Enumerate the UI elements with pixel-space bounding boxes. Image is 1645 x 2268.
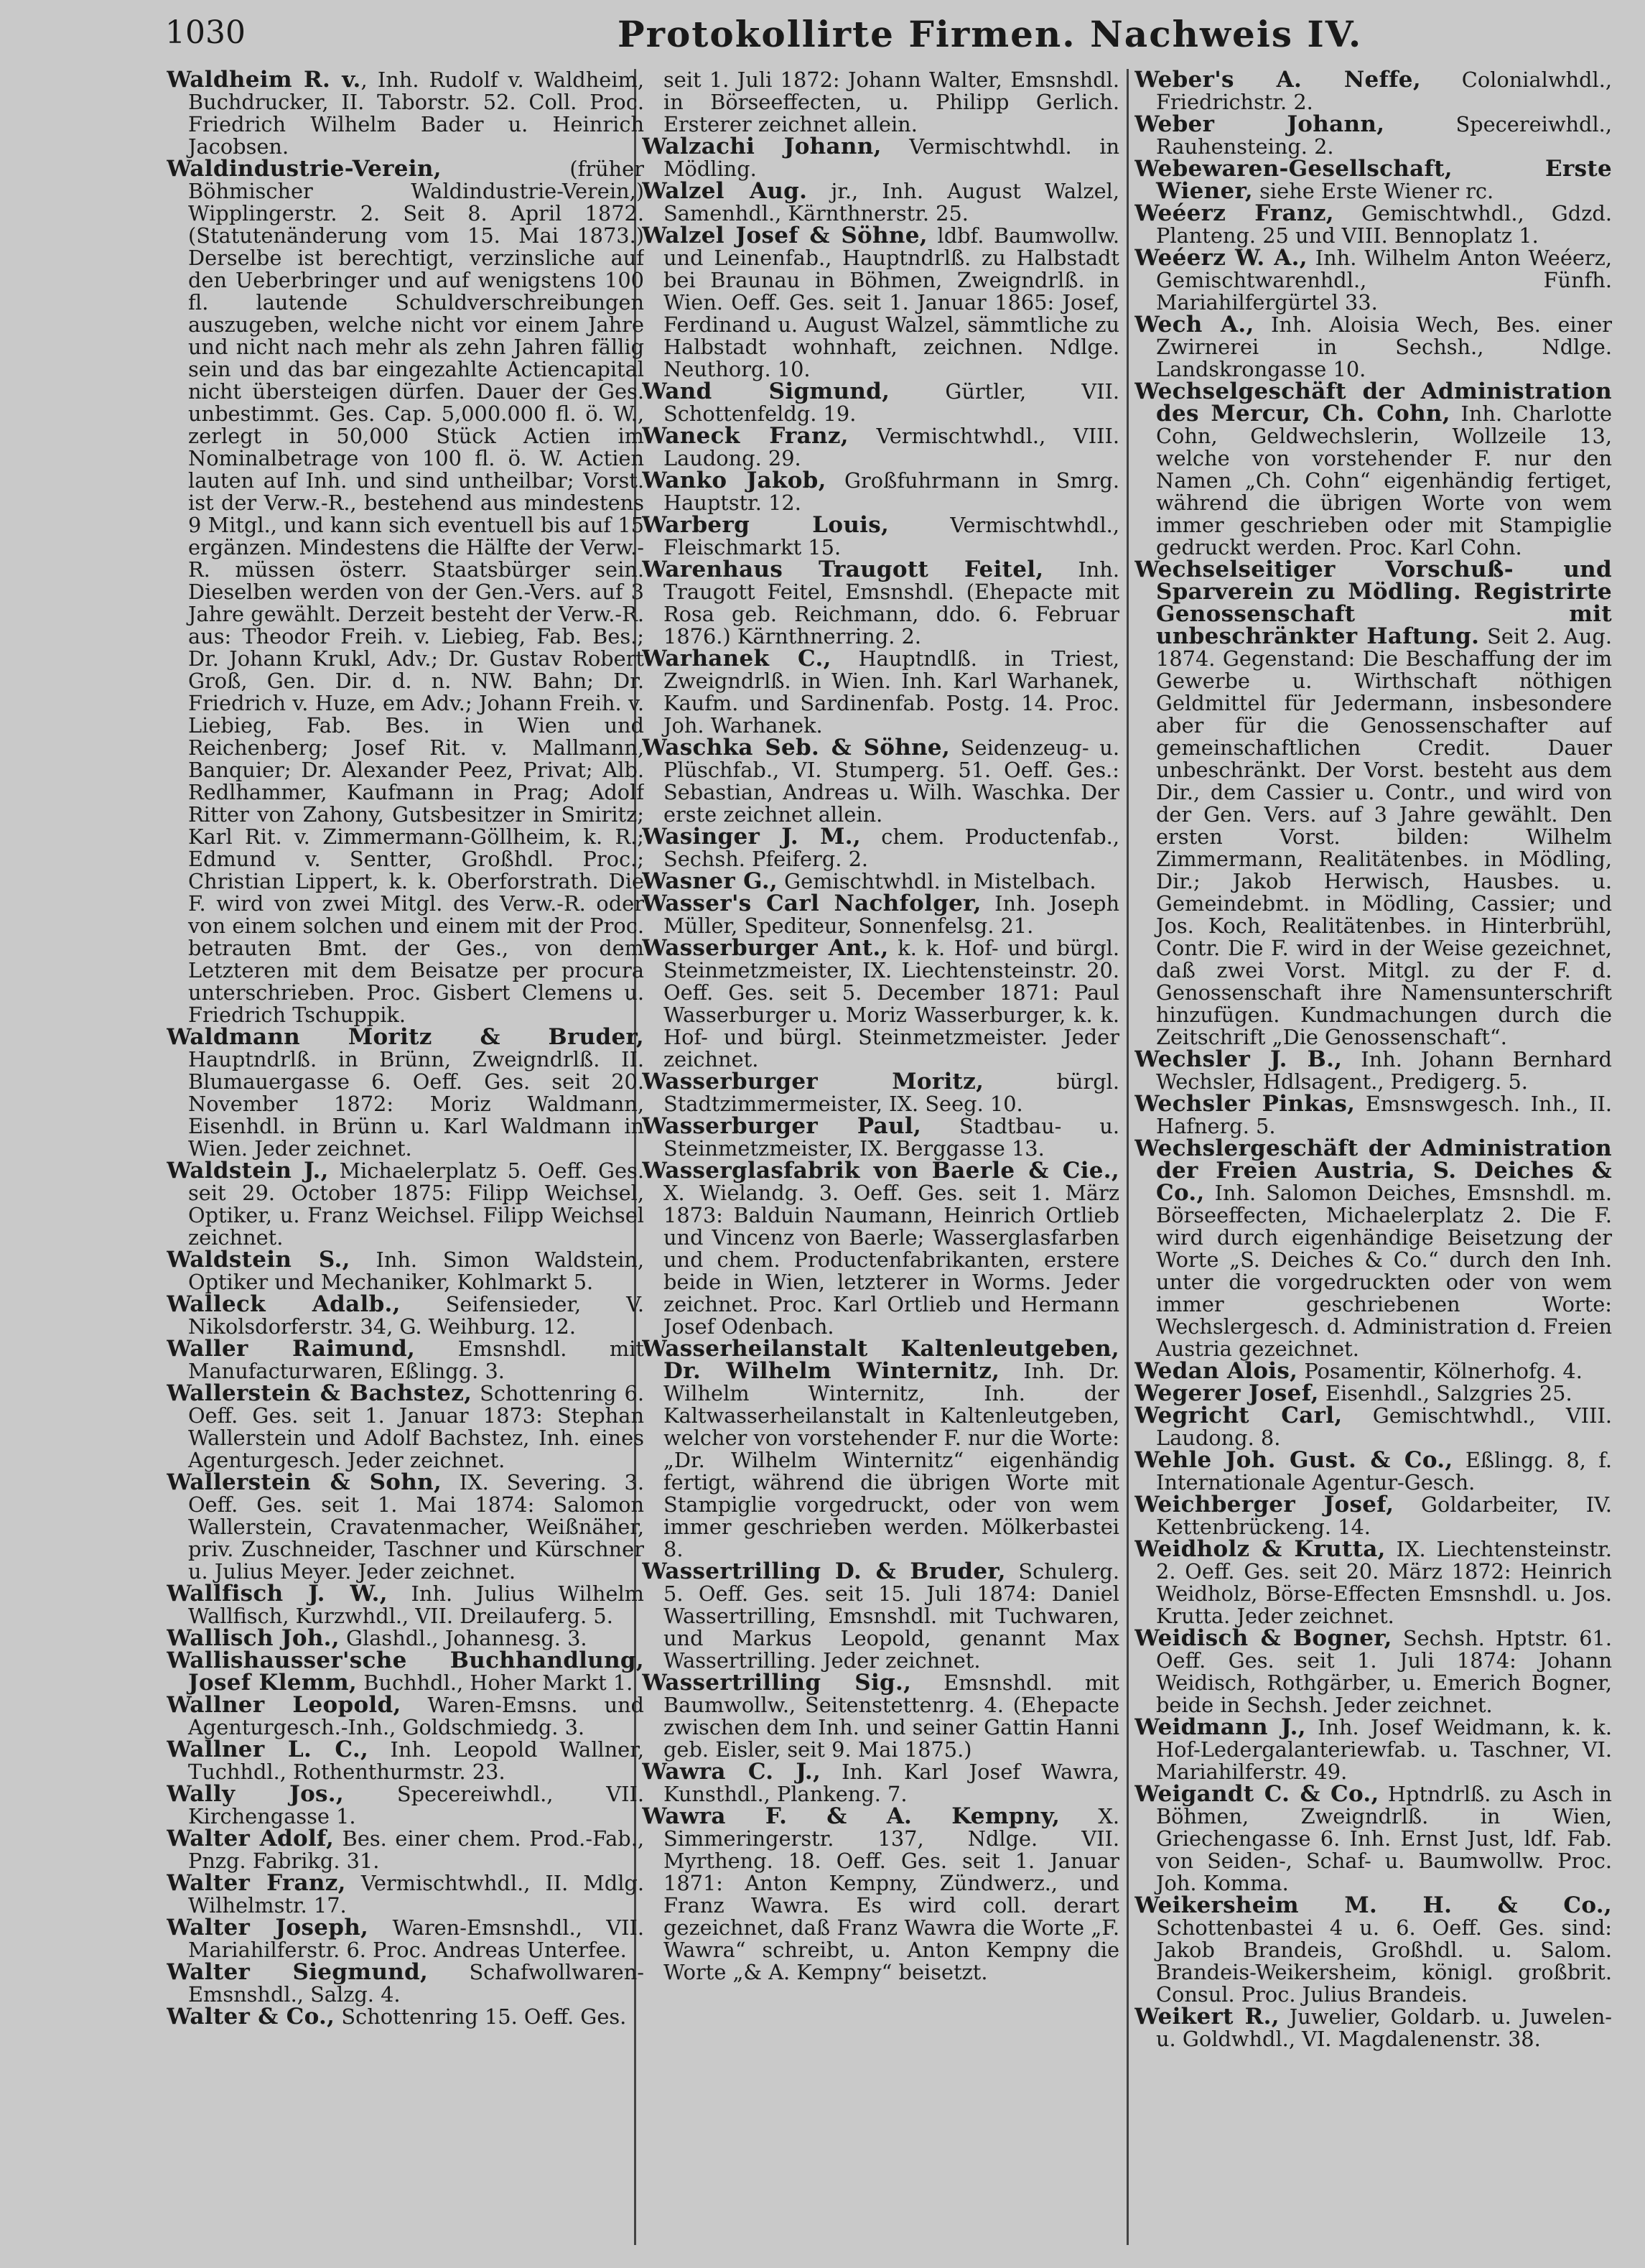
firm-entry <box>167 1872 644 1917</box>
firm-name: Waneck Franz, <box>642 423 849 449</box>
firm-name: Walzel Josef & Söhne, <box>642 223 928 248</box>
firm-entry <box>167 158 644 1026</box>
firm-entry <box>1134 1405 1612 1449</box>
firm-details: Inh. Simon Waldstein, Optiker und Mechaniker, Kohlmarkt 5. <box>188 1247 644 1294</box>
firm-details: Inh. Johann Bernhard Wechsler, Hdlsagent., Predigerg. 5. <box>1156 1047 1612 1094</box>
firm-name: Wedan Alois, <box>1134 1358 1298 1384</box>
firm-name: Wechslergeschäft der Administration der Freien Austria, S. Deiches & Co., <box>1134 1135 1612 1206</box>
firm-details: Vermischtwhdl., VIII. Laudong. 29. <box>663 424 1119 470</box>
firm-name: Wechsler Pinkas, <box>1134 1091 1356 1117</box>
firm-details: (früher Böhmischer Waldindustrie-Verein,) Wipplingerstr. 2. Seit 8. April 1872. (Statutenänderung vom 15. Mai 1873.) Derselbe ist berechtigt, verzinsliche auf den Ueberbringer und auf wenigstens 100 fl. lautende Schuldverschreibungen auszugeben, welche nicht vor einem Jahre und nicht nach mehr als zehn Jahren fällig sein und das bar eingezahlte Actiencapital nicht übersteigen dürfen. Dauer der Ges. unbestimmt. Ges. Cap. 5,000.000 fl. ö. W., zerlegt in 50,000 Stück Actien im Nominalbetrage von 100 fl. ö. W. Actien lauten auf Inh. und sind untheilbar; Vorst. ist der Verw.-R., bestehend aus mindestens 9 Mitgl., und kann sich eventuell bis auf 15 ergänzen. Mindestens die Hälfte der Verw.-R. müssen österr. Staatsbürger sein. Dieselben werden von der Gen.-Vers. auf 3 Jahre gewählt. Derzeit besteht der Verw.-R. aus: Theodor Freih. v. Liebieg, Fab. Bes.; Dr. Johann Krukl, Adv.; Dr. Gustav Robert Groß, Gen. Dir. d. n. NW. Bahn; Dr. Friedrich v. Huze, em Adv.; Johann Freih. v. Liebieg, Fab. Bes. in Wien und Reichenberg; Josef Rit. v. Mallmann, Banquier; Dr. Alexander Peez, Privat; Alb. Redlhammer, Kaufmann in Prag; Adolf Ritter von Zahony, Gutsbesitzer in Smiritz; Karl Rit. v. Zimmermann-Göllheim, k. R.; Edmund v. Sentter, Großhdl. Proc.; Christian Lippert, k. k. Oberforstrath. Die F. wird von zwei Mitgl. des Verw.-R. oder von einem solchen und einem mit der Proc. betrauten Bmt. der Ges., von dem Letzteren mit dem Beisatze per procura unterschrieben. Proc. Gisbert Clemens u. Friedrich Tschuppik. <box>188 157 644 1027</box>
firm-name: Weichberger Josef, <box>1134 1492 1394 1518</box>
firm-entry <box>642 826 1119 870</box>
firm-details: , Inh. Rudolf v. Waldheim, Buchdrucker, II. Taborstr. 52. Coll. Proc. Friedrich Wilhelm Bader u. Heinrich Jacobsen. <box>188 69 644 159</box>
firm-name: Waldheim R. v. <box>167 69 361 93</box>
firm-entry <box>167 1783 644 1828</box>
firm-entry <box>167 1739 644 1783</box>
firm-name: Walter & Co., <box>167 2004 335 2030</box>
firm-details: Vermischtwhdl., II. Mdlg. Wilhelmstr. 17. <box>188 1871 644 1918</box>
firm-details: Hptndrlß. zu Asch in Böhmen, Zweigndrlß. in Wien, Griechengasse 6. Inh. Ernst Just, ldf. Fab. von Seiden-, Schaf- u. Baumwollw. Proc. Joh. Komma. <box>1156 1782 1612 1895</box>
column-1 <box>167 69 644 2252</box>
firm-entry <box>167 1160 644 1249</box>
firm-name: Wechselgeschäft der Administration des Mercur, Ch. Cohn, <box>1134 378 1612 427</box>
firm-entry <box>167 1917 644 1961</box>
firm-details: ldbf. Baumwollw. und Leinenfab., Hauptndrlß. zu Halbstadt bei Braunau in Böhmen, Zweigndrlß. in Wien. Oeff. Ges. seit 1. Januar 1865: Josef, Ferdinand u. August Walzel, sämmtliche zu Halbstadt wohnhaft, zeichnen. Ndlge. Neuthorg. 10. <box>663 223 1119 381</box>
firm-name: Wasserburger Moritz, <box>642 1069 984 1095</box>
firm-details: Inh. Joseph Müller, Spediteur, Sonnenfelsg. 21. <box>663 891 1119 938</box>
firm-name: Wallishausser'sche Buchhandlung, Josef Klemm, <box>167 1647 644 1696</box>
firm-entry <box>642 737 1119 826</box>
firm-name: Weikersheim M. H. & Co., <box>1134 1892 1612 1918</box>
firm-entry <box>167 1026 644 1160</box>
firm-name: Wallner Leopold, <box>167 1692 401 1718</box>
firm-name: Wasserburger Ant., <box>642 935 889 961</box>
firm-entry <box>642 136 1119 180</box>
firm-entry <box>167 69 644 158</box>
firm-details: Inh. Traugott Feitel, Emsnshdl. (Ehepacte mit Rosa geb. Reichmann, ddo. 6. Februar 1876.) Kärnthnerring. 2. <box>663 557 1119 649</box>
firm-entry <box>642 893 1119 937</box>
firm-details: Emsnshdl. mit Baumwollw., Seitenstettenrg. 4. (Ehepacte zwischen dem Inh. und seiner Gattin Hanni geb. Eisler, seit 9. Mai 1875.) <box>663 1670 1119 1762</box>
firm-details: Inh. Charlotte Cohn, Geldwechslerin, Wollzeile 13, welche von vorstehender F. nur den Namen „Ch. Cohn“ eigenhändig fertiget, während die übrigen Worte von wem immer geschrieben oder mit Stampiglie gedruckt werden. Proc. Karl Cohn. <box>1156 401 1612 559</box>
page-header <box>129 9 1537 59</box>
firm-details: Hauptndlß. in Triest, Zweigndrlß. in Wien. Inh. Karl Warhanek, Kaufm. und Sardinenfab. Postg. 14. Proc. Joh. Warhanek. <box>663 646 1119 738</box>
firm-entry <box>1134 1538 1612 1627</box>
firm-entry <box>1134 1716 1612 1783</box>
firm-details: X. Wielandg. 3. Oeff. Ges. seit 1. März 1873: Balduin Naumann, Heinrich Ortlieb und Vincenz von Baerle; Wasserglasfarben und chem. Productenfabrikanten, erstere beide in Wien, letzterer in Worms. Jeder zeichnet. Proc. Karl Ortlieb und Hermann Josef Odenbach. <box>663 1181 1119 1339</box>
firm-entry <box>1134 1093 1612 1138</box>
firm-entry <box>167 1583 644 1627</box>
firm-name: Warhanek C., <box>642 646 831 671</box>
page-number: 1030 <box>165 14 246 51</box>
firm-entry <box>642 378 1119 426</box>
firm-name: Wasserglasfabrik von Baerle & Cie., <box>642 1158 1119 1184</box>
firm-entry <box>167 1694 644 1739</box>
firm-entry <box>1134 1382 1612 1405</box>
firm-entry <box>1134 200 1612 248</box>
firm-name: Walzel Aug. <box>642 178 808 204</box>
firm-entry <box>642 937 1119 1071</box>
firm-details: Schottenring 6. Oeff. Ges. seit 1. Januar 1873: Stephan Wallerstein und Adolf Bachstez, Inh. eines Agenturgesch. Jeder zeichnet. <box>188 1381 644 1472</box>
firm-name: Wasser's Carl Nachfolger, <box>642 891 982 916</box>
firm-name: Wallerstein & Sohn, <box>167 1469 442 1495</box>
firm-details: Gürtler, VII. Schottenfeldg. 19. <box>663 379 1119 426</box>
firm-entry <box>1134 314 1612 381</box>
firm-entry <box>642 180 1119 225</box>
firm-details: Großfuhrmann in Smrg. Hauptstr. 12. <box>663 468 1119 515</box>
firm-name: Walter Franz, <box>167 1870 346 1896</box>
firm-details: Colonialwhdl., Friedrichstr. 2. <box>1156 69 1612 114</box>
firm-details: Inh. Josef Weidmann, k. k. Hof-Ledergalanteriewfab. u. Taschner, VI. Mariahilferstr. 49. <box>1156 1715 1612 1784</box>
firm-entry <box>642 1160 1119 1338</box>
firm-details: Inh. Leopold Wallner, Tuchhdl., Rothenthurmstr. 23. <box>188 1737 644 1784</box>
firm-details: Waren-Emsnshdl., VII. Mariahilferstr. 6. Proc. Andreas Unterfee. <box>188 1915 644 1962</box>
firm-name: Wassertrilling D. & Bruder, <box>642 1558 1006 1584</box>
firm-name: Walzachi Johann, <box>642 134 882 159</box>
firm-entry <box>167 1469 644 1584</box>
firm-entry <box>642 1071 1119 1115</box>
firm-details: siehe Erste Wiener rc. <box>1253 179 1494 203</box>
firm-name: Wassertrilling Sig., <box>642 1670 912 1696</box>
firm-entry <box>1134 247 1612 314</box>
firm-entry <box>167 1382 644 1472</box>
firm-details: Schottenring 15. Oeff. Ges. <box>335 2004 627 2029</box>
firm-details: jr., Inh. August Walzel, Samenhdl., Kärnthnerstr. 25. <box>663 179 1119 226</box>
firm-details: chem. Productenfab., Sechsh. Pfeiferg. 2. <box>663 824 1119 871</box>
firm-name: Weéerz Franz, <box>1134 200 1334 226</box>
firm-details: IX. Severing. 3. Oeff. Ges. seit 1. Mai 1874: Salomon Wallerstein, Cravatenmacher, Weißnäher, priv. Zuschneider, Taschner und Kürschner u. Julius Meyer. Jeder zeichnet. <box>188 1470 644 1584</box>
firm-details: Vermischtwhdl., Fleischmarkt 15. <box>663 513 1119 559</box>
firm-details: Emsnshdl. mit Manufacturwaren, Eßlingg. 3. <box>188 1337 644 1383</box>
firm-name: Wallerstein & Bachstez, <box>167 1380 472 1406</box>
firm-entry <box>1134 1627 1612 1716</box>
firm-details: Emsnswgesch. Inh., II. Hafnerg. 5. <box>1156 1092 1612 1138</box>
firm-name: Waldstein J., <box>167 1158 329 1184</box>
column-2 <box>642 69 1119 2252</box>
firm-details: bürgl. Stadtzimmermeister, IX. Seeg. 10. <box>663 1069 1119 1116</box>
firm-entry <box>167 1249 644 1293</box>
firm-entry <box>642 559 1119 648</box>
firm-name: Wasner G., <box>642 868 778 894</box>
firm-name: Waldmann Moritz & Bruder, <box>167 1024 644 1050</box>
firm-details: k. k. Hof- und bürgl. Steinmetzmeister, IX. Liechtensteinstr. 20. Oeff. Ges. seit 5. December 1871: Paul Wasserburger u. Moriz Wasserburger, k. k. Hof- und bürgl. Steinmetzmeister. Jeder zeichnet. <box>663 936 1119 1072</box>
firm-entry <box>1134 113 1612 158</box>
firm-entry <box>642 225 1119 381</box>
firm-name: Wallner L. C., <box>167 1737 369 1762</box>
firm-details: Inh. Aloisia Wech, Bes. einer Zwirnerei in Sechsh., Ndlge. Landskrongasse 10. <box>1156 312 1612 381</box>
firm-name: Waller Raimund, <box>167 1336 416 1362</box>
firm-details: Vermischtwhdl. in Mödling. <box>663 134 1119 181</box>
firm-entry <box>642 1115 1119 1160</box>
firm-details: Specereiwhdl., VII. Kirchengasse 1. <box>188 1782 644 1828</box>
firm-name: Weidmann J., <box>1134 1714 1306 1740</box>
firm-details: Gemischtwhdl., VIII. Laudong. 8. <box>1156 1403 1612 1450</box>
firm-name: Waldstein S., <box>167 1247 350 1273</box>
firm-name: Wasinger J. M., <box>642 824 861 850</box>
firm-entry <box>642 1558 1119 1673</box>
firm-details: Inh. Salomon Deiches, Emsnshdl. m. Börseeffecten, Michaelerplatz 2. Die F. wird durch eigenhändige Beisetzung der Worte „S. Deiches & Co.“ durch den Inh. unter die vorgedruckten oder von wem immer geschriebenen Worte: Wechslergesch. d. Administration d. Freien Austria gezeichnet. <box>1156 1181 1612 1361</box>
firm-entry <box>642 514 1119 559</box>
firm-details: Stadtbau- u. Steinmetzmeister, IX. Berggasse 13. <box>663 1114 1119 1161</box>
firm-details: Waren-Emsns. und Agenturgesch.-Inh., Goldschmiedg. 3. <box>188 1693 644 1739</box>
firm-entry <box>1134 2006 1612 2050</box>
firm-entry <box>1134 1783 1612 1895</box>
firm-details: Seit 2. Aug. 1874. Gegenstand: Die Beschaffung der im Gewerbe u. Wirthschaft nöthigen Geldmittel für Jedermann, insbesondere aber für die Genossenschafter auf gemeinschaftlichen Credit. Dauer unbeschränkt. Der Vorst. besteht aus dem Dir., dem Cassier u. Contr., und wird von der Gen. Vers. auf 3 Jahre gewählt. Den ersten Vorst. bilden: Wilhelm Zimmermann, Realitätenbes. in Mödling, Dir.; Jakob Herwisch, Hausbes. u. Gemeindebmt. in Mödling, Cassier; und Jos. Koch, Realitätenbes. in Hinterbrühl, Contr. Die F. wird in der Weise gezeichnet, daß zwei Vorst. Mitgl. zu der F. d. Genossenschaft ihre Namensunterschrift hinzufügen. Kundmachungen durch die Zeitschrift „Die Genossenschaft“. <box>1156 624 1612 1049</box>
firm-name: Wechsler J. B., <box>1134 1046 1343 1072</box>
firm-details: Eisenhdl., Salzgries 25. <box>1318 1381 1572 1405</box>
firm-name: Weber Johann, <box>1134 111 1385 137</box>
firm-entry <box>642 69 1119 136</box>
firm-name: Waschka Seb. & Söhne, <box>642 735 951 761</box>
firm-entry <box>1134 1494 1612 1538</box>
firm-entry <box>1134 1892 1612 2007</box>
firm-entry <box>1134 1046 1612 1094</box>
firm-details: Buchhdl., Hoher Markt 1. <box>357 1670 633 1695</box>
firm-name: Wechselseitiger Vorschuß- und Sparverein zu Mödling. Registrirte Genossenschaft mit unbeschränkter Haftung. <box>1134 557 1612 649</box>
firm-name: Walter Adolf, <box>167 1826 335 1851</box>
firm-details: Seifensieder, V. Nikolsdorferstr. 34, G. Weihburg. 12. <box>188 1292 644 1339</box>
firm-name: Weidholz & Krutta, <box>1134 1536 1386 1562</box>
firm-name: Waldindustrie-Verein, <box>167 156 442 182</box>
firm-entry <box>1134 1360 1612 1382</box>
firm-entry <box>1134 1135 1612 1361</box>
firm-name: Wallfisch J. W., <box>167 1581 388 1607</box>
page-title: Protokollirte Firmen. Nachweis IV. <box>618 13 1363 55</box>
firm-name: Wech A., <box>1134 312 1254 338</box>
firm-name: Walter Siegmund, <box>167 1959 429 1985</box>
firm-details: Schulerg. 5. Oeff. Ges. seit 15. Juli 1874: Daniel Wassertrilling, Emsnshdl. mit Tuchwaren, und Markus Leopold, genannt Max Wassertrilling. Jeder zeichnet. <box>663 1559 1119 1673</box>
firm-details: Schafwollwaren-Emsnshdl., Salzg. 4. <box>188 1960 644 2007</box>
firm-details: Michaelerplatz 5. Oeff. Ges. seit 29. October 1875: Filipp Weichsel, Optiker, u. Franz Weichsel. Filipp Weichsel zeichnet. <box>188 1158 644 1250</box>
firm-details: Schottenbastei 4 u. 6. Oeff. Ges. sind: Jakob Brandeis, Großhdl. u. Salom. Brandeis-Weikersheim, königl. großbrit. Consul. Proc. Julius Brandeis. <box>1156 1915 1612 2007</box>
firm-details: seit 1. Juli 1872: Johann Walter, Emsnshdl. in Börseeffecten, u. Philipp Gerlich. Ersterer zeichnet allein. <box>663 69 1119 136</box>
firm-details: Bes. einer chem. Prod.-Fab., Pnzg. Fabrikg. 31. <box>188 1826 644 1873</box>
firm-name: Walter Joseph, <box>167 1915 369 1941</box>
firm-details: Sechsh. Hptstr. 61. Oeff. Ges. seit 1. Juli 1874: Johann Weidisch, Rothgärber, u. Emerich Bogner, beide in Sechsh. Jeder zeichnet. <box>1156 1626 1612 1717</box>
firm-name: Wegricht Carl, <box>1134 1403 1343 1428</box>
firm-details: Gemischtwhdl. in Mistelbach. <box>778 869 1096 893</box>
firm-entry <box>167 1293 644 1338</box>
firm-name: Weikert R., <box>1134 2004 1280 2030</box>
firm-name: Webewaren-Gesellschaft, Erste Wiener, <box>1134 156 1612 204</box>
firm-name: Wawra F. & A. Kempny, <box>642 1803 1061 1829</box>
firm-details: Juwelier, Goldarb. u. Juwelen- u. Goldwhdl., VI. Magdalenenstr. 38. <box>1156 2004 1612 2051</box>
firm-entry <box>167 1647 644 1696</box>
firm-entry <box>1134 69 1612 113</box>
firm-entry <box>642 1338 1119 1561</box>
firm-entry <box>167 1627 644 1650</box>
firm-details: Hauptndrlß. in Brünn, Zweigndrlß. II. Blumauergasse 6. Oeff. Ges. seit 20. November 1872: Moriz Waldmann, Eisenhdl. in Brünn u. Karl Waldmann in Wien. Jeder zeichnet. <box>188 1047 644 1161</box>
firm-name: Wawra C. J., <box>642 1759 821 1785</box>
firm-name: Weéerz W. A., <box>1134 245 1308 271</box>
firm-details: Gemischtwhdl., Gdzd. Planteng. 25 und VIII. Bennoplatz 1. <box>1156 201 1612 248</box>
firm-entry <box>642 1672 1119 1761</box>
firm-entry <box>167 2006 644 2028</box>
firm-name: Warenhaus Traugott Feitel, <box>642 557 1044 582</box>
firm-name: Weigandt C. & Co., <box>1134 1781 1379 1807</box>
firm-entry <box>642 1761 1119 1805</box>
firm-details: Specereiwhdl., Rauhensteing. 2. <box>1156 112 1612 159</box>
firm-name: Weidisch & Bogner, <box>1134 1625 1392 1651</box>
firm-entry <box>642 470 1119 514</box>
firm-name: Wegerer Josef, <box>1134 1380 1319 1406</box>
firm-name: Wanko Jakob, <box>642 468 826 493</box>
firm-name: Wally Jos., <box>167 1781 344 1807</box>
firm-name: Warberg Louis, <box>642 512 890 538</box>
firm-details: Inh. Dr. Wilhelm Winternitz, Inh. der Kaltwasserheilanstalt in Kaltenleutgeben, welcher von vorstehender F. nur die Worte: „Dr. Wilhelm Winternitz“ eigenhändig fertigt, während die übrigen Worte mit Stampiglie vorgedruckt, oder von wem immer geschrieben werden. Mölkerbastei 8. <box>663 1359 1119 1561</box>
firm-entry <box>1134 559 1612 1049</box>
firm-entry <box>1134 158 1612 203</box>
firm-entry <box>642 648 1119 737</box>
firm-details: X. Simmeringerstr. 137, Ndlge. VII. Myrtheng. 18. Oeff. Ges. seit 1. Januar 1871: Anton Kempny, Zündwerz., und Franz Wawra. Es wird coll. derart gezeichnet, daß Franz Wawra die Worte „F. Wawra“ schreibt, u. Anton Kempny die Worte „& A. Kempny“ beisetzt. <box>663 1804 1119 1984</box>
column-divider <box>1127 69 1129 2245</box>
firm-name: Walleck Adalb., <box>167 1291 401 1317</box>
firm-name: Wasserheilanstalt Kaltenleutgeben, Dr. Wilhelm Winternitz, <box>642 1336 1119 1384</box>
firm-entry <box>1134 378 1612 559</box>
firm-entry <box>1134 1449 1612 1494</box>
firm-name: Wand Sigmund, <box>642 378 890 404</box>
firm-details: Inh. Julius Wilhelm Wallfisch, Kurzwhdl., VII. Dreilauferg. 5. <box>188 1581 644 1628</box>
firm-entry <box>167 1961 644 2006</box>
firm-details: Posamentir, Kölnerhofg. 4. <box>1297 1359 1583 1383</box>
firm-entry <box>642 870 1119 893</box>
firm-details: Seidenzeug- u. Plüschfab., VI. Stumperg. 51. Oeff. Ges.: Sebastian, Andreas u. Wilh. Waschka. Der erste zeichnet allein. <box>663 735 1119 827</box>
firm-details: Eßlingg. 8, f. Internationale Agentur-Gesch. <box>1156 1448 1612 1495</box>
firm-details: Glashdl., Johannesg. 3. <box>339 1626 587 1650</box>
firm-name: Weber's A. Neffe, <box>1134 69 1421 93</box>
firm-details: Goldarbeiter, IV. Kettenbrückeng. 14. <box>1156 1492 1612 1539</box>
firm-name: Wehle Joh. Gust. & Co., <box>1134 1447 1453 1473</box>
firm-entry <box>167 1338 644 1382</box>
column-3 <box>1134 69 1612 2252</box>
firm-details: Inh. Wilhelm Anton Weéerz, Gemischtwarenhdl., Fünfh. Mariahilfergürtel 33. <box>1156 246 1612 315</box>
firm-entry <box>167 1828 644 1872</box>
firm-entry <box>642 1805 1119 1984</box>
firm-entry <box>642 425 1119 470</box>
firm-details: Inh. Karl Josef Wawra, Kunsthdl., Plankeng. 7. <box>663 1760 1119 1806</box>
firm-name: Wasserburger Paul, <box>642 1113 922 1139</box>
firm-details: IX. Liechtensteinstr. 2. Oeff. Ges. seit 20. März 1872: Heinrich Weidholz, Börse-Effecten Emsnshdl. u. Jos. Krutta. Jeder zeichnet. <box>1156 1537 1612 1628</box>
firm-name: Wallisch Joh., <box>167 1625 340 1651</box>
